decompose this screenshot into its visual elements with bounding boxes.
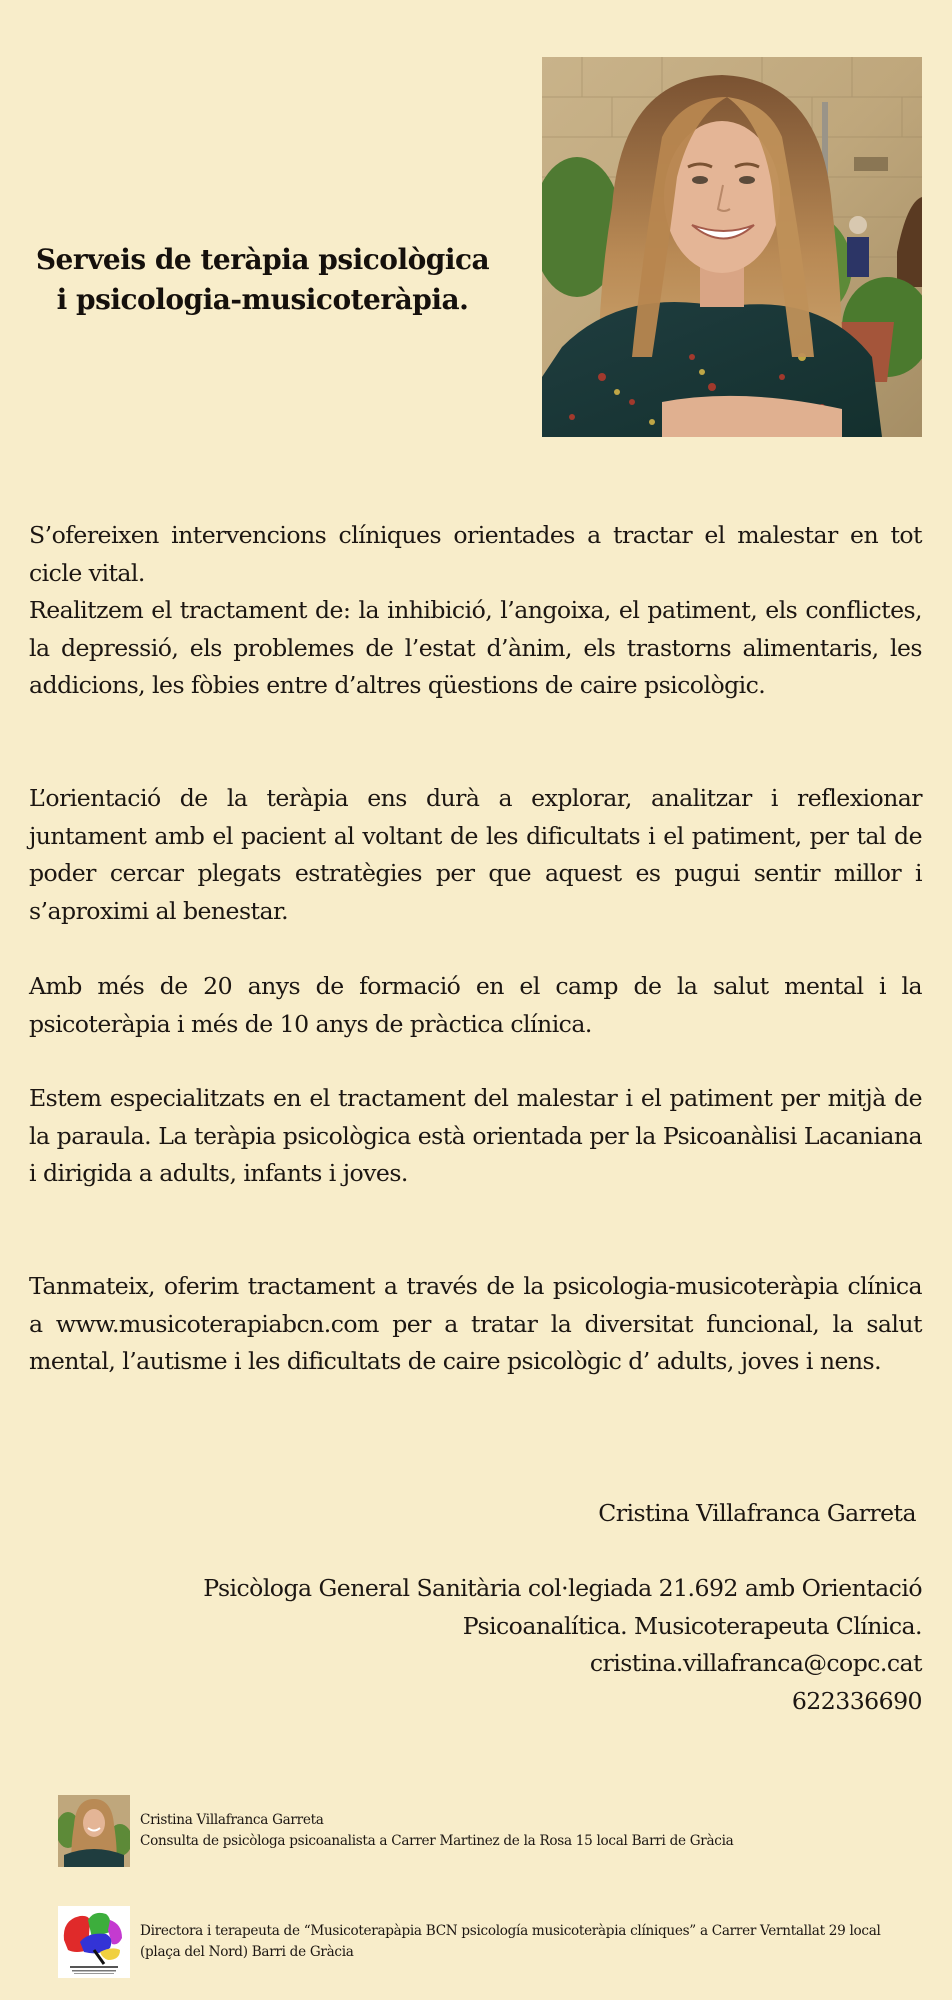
portrait-thumbnail-icon [58, 1795, 130, 1867]
footer-item-practice [58, 1795, 733, 1867]
intro-paragraph-line-1: S’ofereixen intervencions clíniques orientades a tractar el malestar en tot cicle vital. [29, 521, 922, 587]
page-title-line-1: Serveis de teràpia psicològica [35, 243, 490, 276]
specialization-text: Estem especialitzats en el tractament del malestar i el patiment per mitjà de la paraula. La teràpia psicològica està orientada per la Psicoanàlisi Lacaniana i dirigida a adults, infants i joves. [29, 1084, 922, 1187]
music-therapy-paragraph [29, 1268, 922, 1381]
intro-paragraph [29, 517, 922, 705]
footer-item-music-therapy [58, 1906, 881, 1978]
footer-practice-text [140, 1810, 733, 1852]
brain-logo-icon [58, 1906, 130, 1978]
portrait-photo [542, 57, 922, 437]
footer-music-therapy-line-2: (plaça del Nord) Barri de Gràcia [140, 1944, 354, 1960]
phone-number[interactable]: 622336690 [791, 1686, 922, 1715]
footer-music-therapy-line-1: Directora i terapeuta de “Musicoterapàpia BCN psicología musicoteràpia clíniques” a Carrer Verntallat 29 local [140, 1923, 881, 1939]
credentials-line-1: Psicòloga General Sanitària col·legiada 21.692 amb Orientació [203, 1574, 922, 1602]
experience-paragraph [29, 968, 922, 1043]
footer-practice-name: Cristina Villafranca Garreta [140, 1812, 324, 1828]
orientation-paragraph [29, 780, 922, 930]
specialization-paragraph [29, 1080, 922, 1193]
page-title-line-2: i psicologia-musicoteràpia. [56, 283, 469, 316]
orientation-text: L’orientació de la teràpia ens durà a explorar, analitzar i reflexionar juntament amb el pacient al voltant de les dificultats i el patiment, per tal de poder cercar plegats estratègies per que aquest es pugui sentir millor i s’aproximi al benestar. [29, 784, 922, 925]
page-title [30, 240, 495, 320]
footer-practice-address: Consulta de psicòloga psicoanalista a Carrer Martinez de la Rosa 15 local Barri de Gràcia [140, 1833, 734, 1849]
signature-credentials [203, 1570, 922, 1720]
portrait-image-icon [542, 57, 922, 437]
signature-name: Cristina Villafranca Garreta [598, 1499, 916, 1527]
footer-music-therapy-text [140, 1921, 881, 1963]
treatments-paragraph: Realitzem el tractament de: la inhibició, l’angoixa, el patiment, els conflictes, la depressió, els problemes de l’estat d’ànim, els trastorns alimentaris, les addicions, les fòbies entre d’altres qüestions de caire psicològic. [29, 596, 922, 699]
credentials-line-2: Psicoanalítica. Musicoterapeuta Clínica. [462, 1611, 922, 1640]
music-therapy-text: Tanmateix, oferim tractament a través de la psicologia-musicoteràpia clínica a www.musicoterapiabcn.com per a tratar la diversitat funcional, la salut mental, l’autisme i les dificultats de caire psicològic d’ adults, joves i nens. [29, 1272, 922, 1375]
experience-text: Amb més de 20 anys de formació en el camp de la salut mental i la psicoteràpia i més de 10 anys de pràctica clínica. [29, 972, 922, 1038]
email-link[interactable]: cristina.villafranca@copc.cat [589, 1649, 922, 1677]
